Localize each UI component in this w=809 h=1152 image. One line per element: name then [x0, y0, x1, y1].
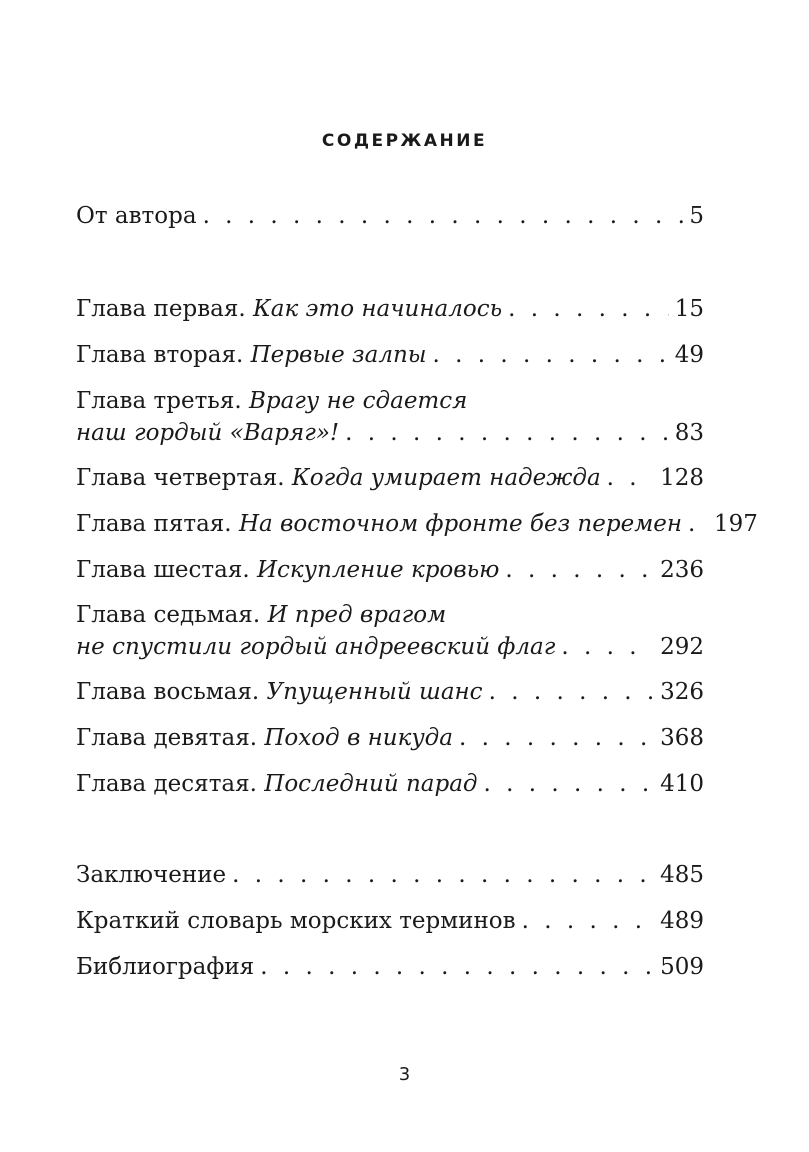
leader-dots: [505, 547, 654, 593]
entry-page: 49: [674, 342, 704, 368]
toc-entry-chapter-1: [76, 286, 704, 332]
entry-title: Первые залпы: [250, 342, 427, 368]
entry-label: Глава седьмая.: [76, 602, 261, 628]
entry-label: Глава пятая.: [76, 511, 232, 537]
leader-dots: [688, 501, 708, 547]
toc-entry-author: [76, 193, 704, 239]
toc-entry-chapter-2: [76, 332, 704, 378]
entry-title: Последний парад: [264, 771, 478, 797]
leader-dots: [522, 898, 654, 944]
toc-entry-conclusion: [76, 852, 704, 898]
entry-page: 410: [660, 771, 704, 797]
leader-dots: [203, 193, 684, 239]
leader-dots: [459, 715, 654, 761]
entry-title: Врагу не сдается: [248, 388, 468, 414]
entry-title-continued: не спустили гордый андреевский флаг: [76, 634, 556, 660]
entry-page: 485: [660, 862, 704, 888]
entry-page: 197: [714, 511, 758, 537]
leader-dots: [345, 410, 669, 456]
entry-label: Глава первая.: [76, 296, 246, 322]
entry-page: 236: [660, 557, 704, 583]
entry-title: Поход в никуда: [264, 725, 453, 751]
toc-entry-chapter-10: [76, 761, 704, 807]
entry-label: Глава вторая.: [76, 342, 244, 368]
entry-label: Глава третья.: [76, 388, 242, 414]
toc-entry-chapter-6: [76, 547, 704, 593]
entry-label: Заключение: [76, 862, 227, 888]
page-number: 3: [398, 1064, 411, 1085]
entry-page: 509: [660, 954, 704, 980]
entry-title: Искупление кровью: [256, 557, 500, 583]
entry-label: Глава десятая.: [76, 771, 257, 797]
leader-dots: [260, 944, 654, 990]
entry-page: 292: [660, 634, 704, 660]
entry-title: На восточном фронте без перемен: [238, 511, 683, 537]
entry-page: 489: [660, 908, 704, 934]
leader-dots: [232, 852, 654, 898]
entry-title-continued: наш гордый «Варяг»!: [76, 420, 340, 446]
entry-page: 83: [674, 420, 704, 446]
leader-dots: [489, 669, 655, 715]
toc-entry-chapter-9: [76, 715, 704, 761]
toc-entry-chapter-3: [76, 378, 704, 456]
entry-page: 326: [660, 679, 704, 705]
entry-title: Упущенный шанс: [266, 679, 483, 705]
entry-page: 368: [660, 725, 704, 751]
entry-title: Когда умирает надежда: [291, 465, 601, 491]
toc-entry-bibliography: [76, 944, 704, 990]
entry-title: Как это начиналось: [252, 296, 503, 322]
toc-entry-chapter-8: [76, 669, 704, 715]
leader-dots: [508, 286, 669, 332]
contents-heading: СОДЕРЖАНИЕ: [321, 131, 488, 151]
entry-title: И пред врагом: [267, 602, 447, 628]
entry-page: 15: [674, 296, 704, 322]
toc-entry-chapter-7: [76, 592, 704, 670]
toc-entry-chapter-4: [76, 455, 704, 501]
entry-label: Глава восьмая.: [76, 679, 260, 705]
entry-label: Краткий словарь морских терминов: [76, 908, 516, 934]
leader-dots: [607, 455, 654, 501]
entry-label: Глава девятая.: [76, 725, 258, 751]
leader-dots: [433, 332, 669, 378]
entry-label: От автора: [76, 203, 197, 229]
entry-label: Глава шестая.: [76, 557, 250, 583]
toc-entry-glossary: [76, 898, 704, 944]
entry-label: Библиография: [76, 954, 255, 980]
leader-dots: [561, 624, 654, 670]
entry-page: 5: [689, 203, 704, 229]
leader-dots: [484, 761, 655, 807]
entry-label: Глава четвертая.: [76, 465, 285, 491]
toc-entry-chapter-5: [76, 501, 758, 547]
entry-page: 128: [660, 465, 704, 491]
